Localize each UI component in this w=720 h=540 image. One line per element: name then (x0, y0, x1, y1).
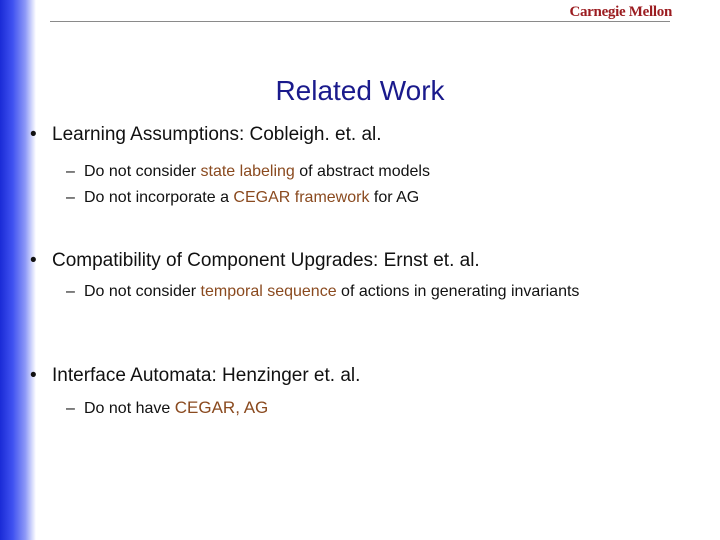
bullet-2-sub-1: – Do not consider temporal sequence of actions in generating invariants (66, 280, 614, 304)
bullet-1-text: Learning Assumptions: Cobleigh. et. al. (52, 124, 382, 145)
bullet-dot-icon: • (30, 365, 37, 386)
dash-icon: – (66, 189, 75, 206)
bullet-3 (30, 365, 360, 387)
bullet-1-sub-1: – Do not consider state labeling of abstract models (66, 160, 430, 184)
header-rule (50, 21, 670, 22)
bullet-3-sub-1: – Do not have CEGAR, AG (66, 396, 268, 421)
dash-icon: – (66, 400, 75, 417)
highlight: CEGAR, AG (174, 398, 269, 417)
bullet-dot-icon: • (30, 124, 37, 145)
slide-title: Related Work (275, 75, 445, 106)
highlight: state labeling (200, 163, 295, 180)
bullet-2 (30, 250, 480, 272)
dash-icon: – (66, 163, 75, 180)
highlight: CEGAR framework (233, 189, 370, 206)
bullet-2-text: Compatibility of Component Upgrades: Ernst et. al. (52, 250, 480, 271)
bullet-1 (30, 124, 382, 146)
bullet-3-text: Interface Automata: Henzinger et. al. (52, 365, 361, 386)
bullet-1-sub-2: – Do not incorporate a CEGAR framework for AG (66, 186, 419, 210)
dash-icon: – (66, 283, 75, 300)
carnegie-mellon-logo: Carnegie Mellon (569, 4, 672, 20)
highlight: temporal sequence (200, 283, 337, 300)
bullet-dot-icon: • (30, 250, 37, 271)
